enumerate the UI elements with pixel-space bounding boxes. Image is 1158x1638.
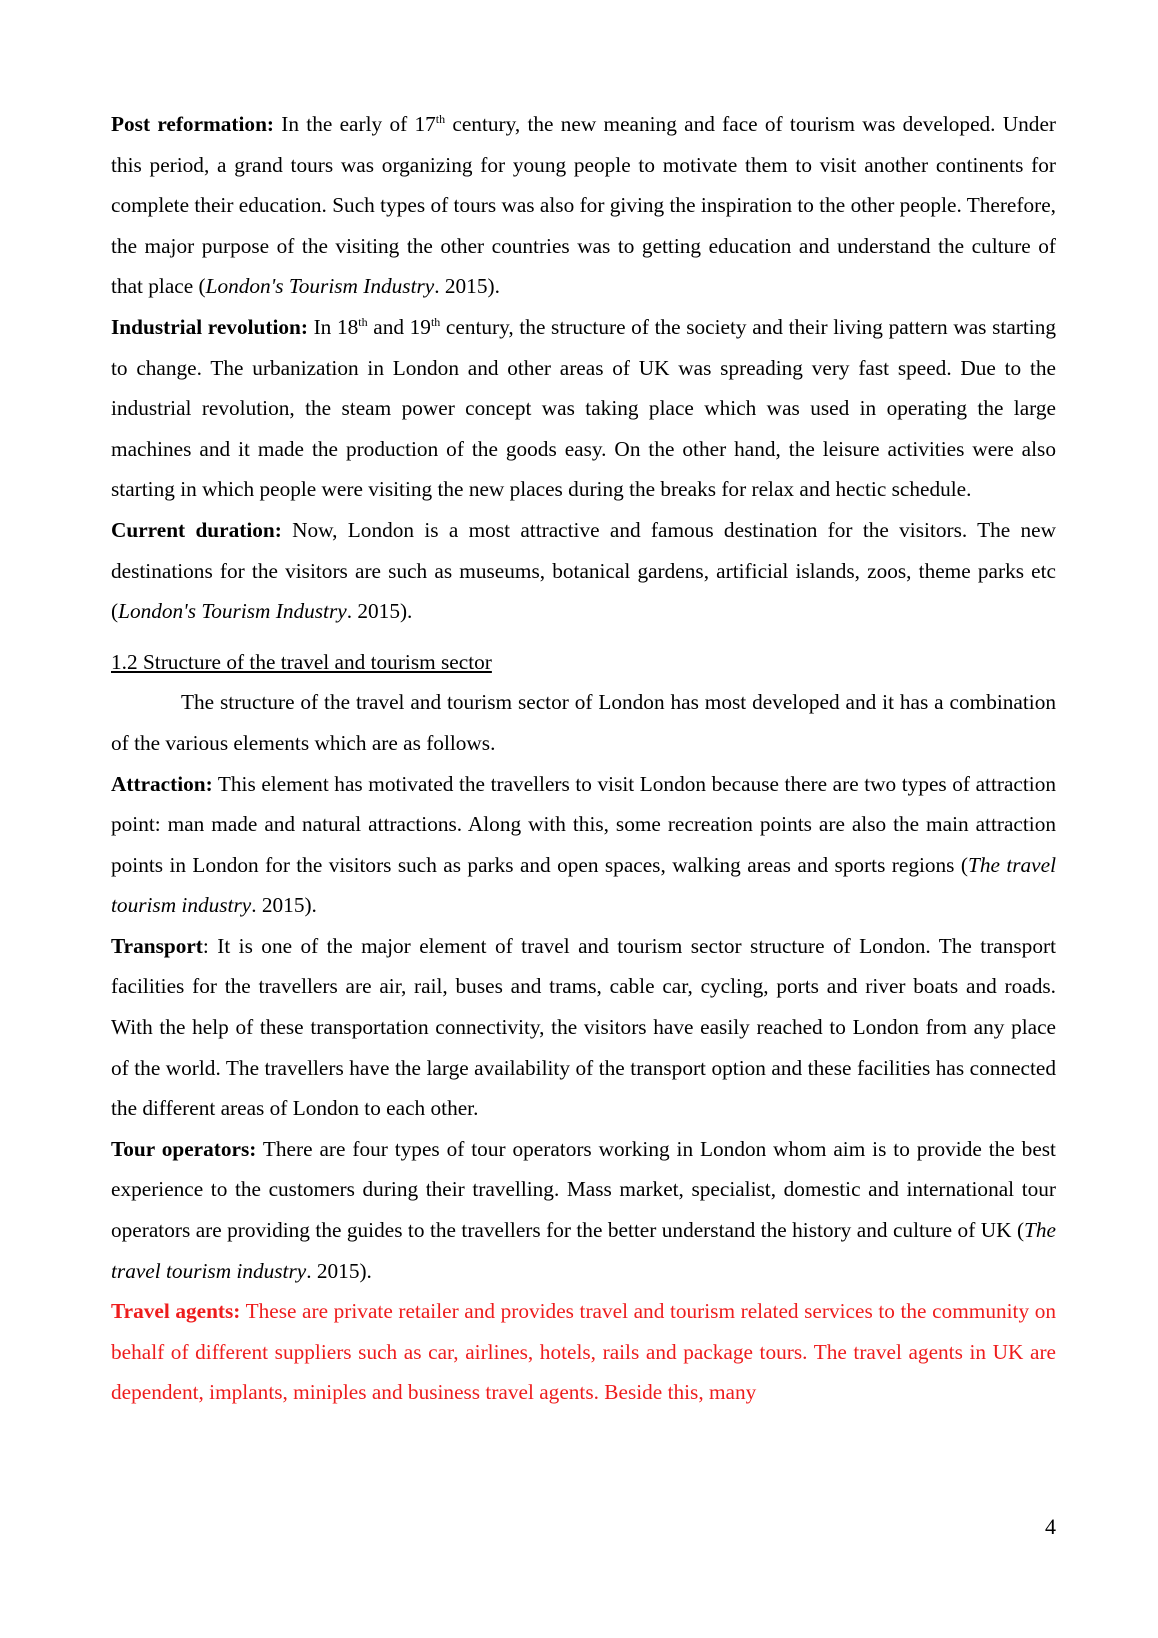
page-number: 4 bbox=[1045, 1514, 1056, 1539]
citation-year: . 2015). bbox=[346, 599, 413, 624]
paragraph-industrial-revolution bbox=[111, 307, 1056, 510]
paragraph-text: century, the structure of the society and their living pattern was starting to change. The urbanization in London and other areas of UK was spreading very fast speed. Due to the industrial revolution, the steam power concept was taking place which was used in operating the large machines and it made the production of the goods easy. On the other hand, the leisure activities were also starting in which people were visiting the new places during the breaks for relax and hectic schedule. bbox=[111, 314, 1056, 502]
paragraph-text: Now, London is a most attractive and famous destination for the visitors. The new destinations for the visitors are such as museums, botanical gardens, artificial islands, zoos, theme parks etc ( bbox=[111, 517, 1056, 624]
paragraph-label: Transport bbox=[111, 933, 203, 958]
paragraph-text: century, the new meaning and face of tourism was developed. Under this period, a grand tours was organizing for young people to motivate them to visit another continents for complete their education. Such types of tours was also for giving the inspiration to the other people. Therefore, the major purpose of the visiting the other countries was to getting education and understand the culture of that place ( bbox=[111, 112, 1056, 299]
paragraph-transport bbox=[111, 926, 1056, 1129]
paragraph-travel-agents bbox=[111, 1291, 1056, 1413]
paragraph-current-duration bbox=[111, 510, 1056, 632]
citation-year: . 2015). bbox=[434, 274, 500, 299]
citation-title: The travel tourism industry bbox=[111, 852, 1056, 918]
paragraph-label: Industrial revolution: bbox=[111, 314, 308, 339]
paragraph-label: Tour operators: bbox=[111, 1136, 257, 1161]
citation-title: London's Tourism Industry bbox=[118, 599, 347, 624]
paragraph-post-reformation bbox=[111, 104, 1056, 307]
citation-title: London's Tourism Industry bbox=[205, 274, 435, 299]
paragraph-label: Travel agents: bbox=[111, 1299, 241, 1324]
ordinal-suffix: th bbox=[435, 112, 446, 126]
paragraph-attraction bbox=[111, 764, 1056, 926]
citation-year: . 2015). bbox=[251, 893, 317, 918]
page-content bbox=[111, 104, 1056, 1413]
citation-title: The travel tourism industry bbox=[111, 1218, 1056, 1283]
paragraph-tour-operators bbox=[111, 1129, 1056, 1291]
ordinal-suffix: th bbox=[430, 314, 441, 329]
paragraph-text: This element has motivated the travellers to visit London because there are two types of attraction point: man made and natural attractions. Along with this, some recreation points are also the main attraction points in London for the visitors such as parks and open spaces, walking areas and sports regions ( bbox=[111, 771, 1056, 877]
paragraph-text: There are four types of tour operators working in London whom aim is to provide the best experience to the customers during their travelling. Mass market, specialist, domestic and international tour operators are providing the guides to the travellers for the better understand the history and culture of UK ( bbox=[111, 1136, 1056, 1243]
ordinal-suffix: th bbox=[358, 314, 368, 329]
paragraph-label: Current duration: bbox=[111, 517, 282, 542]
paragraph-intro: The structure of the travel and tourism sector of London has most developed and it has a combination of the various elements which are as follows. bbox=[111, 690, 1056, 755]
citation-year: . 2015). bbox=[306, 1258, 372, 1283]
paragraph-text: In the early of 17 bbox=[274, 112, 436, 136]
paragraph-text: These are private retailer and provides travel and tourism related services to the community on behalf of different suppliers such as car, airlines, hotels, rails and package tours. The travel agents in UK are dependent, implants, miniples and business travel agents. Beside this, many bbox=[111, 1299, 1056, 1405]
paragraph-label: Post reformation: bbox=[111, 112, 275, 136]
paragraph-label: Attraction: bbox=[111, 771, 213, 796]
paragraph-text: In 18 bbox=[307, 314, 359, 339]
section-heading: 1.2 Structure of the travel and tourism sector bbox=[111, 649, 492, 674]
paragraph-text: : It is one of the major element of travel and tourism sector structure of London. The transport facilities for the travellers are air, rail, buses and trams, cable car, cycling, ports and river boats and roads. With the help of these transportation connectivity, the visitors have easily reached to London from any place of the world. The travellers have the large availability of the transport option and these facilities has connected the different areas of London to each other. bbox=[111, 933, 1056, 1121]
paragraph-text: and 19 bbox=[367, 314, 431, 339]
